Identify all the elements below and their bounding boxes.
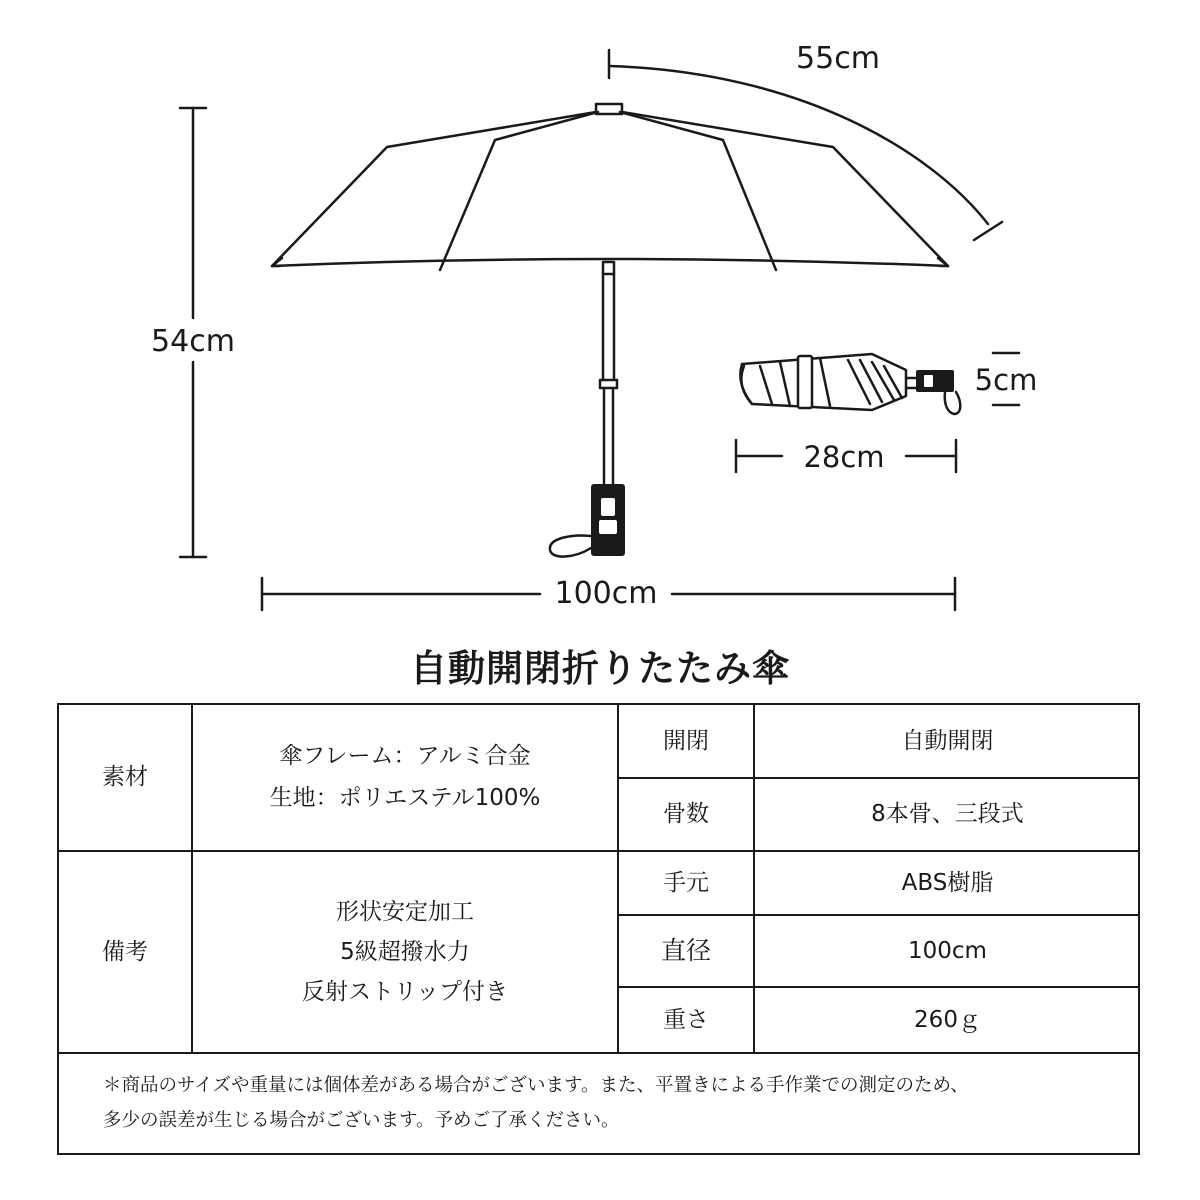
spec-material-fabric: 生地：ポリエステル100% xyxy=(269,784,541,811)
disclaimer-line: ＊商品のサイズや重量には個体差がある場合がございます。また、平置きによる手作業での測定のため、 xyxy=(103,1075,969,1096)
product-title: 自動開閉折りたたみ傘 xyxy=(410,647,790,690)
spec-remark-item: 5級超撥水力 xyxy=(340,938,470,965)
spec-handle-label: 手元 xyxy=(663,869,709,896)
folded-length-label: 28cm xyxy=(803,440,885,474)
umbrella-shaft xyxy=(600,262,617,484)
spec-remarks-label: 備考 xyxy=(102,938,148,965)
folded-umbrella xyxy=(740,354,960,414)
disclaimer-line: 多少の誤差が生じる場合がございます。予めご了承ください。 xyxy=(103,1110,620,1131)
height-label: 54cm xyxy=(151,324,235,359)
spec-ribs-label: 骨数 xyxy=(663,801,709,828)
spec-weight-value: 260ｇ xyxy=(914,1006,981,1033)
spec-material-frame: 傘フレーム：アルミ合金 xyxy=(279,743,531,770)
spec-remarks-value xyxy=(193,852,617,1052)
spec-opening-value: 自動開閉 xyxy=(901,727,994,754)
table-divider xyxy=(59,1052,1140,1054)
spec-diameter-label: 直径 xyxy=(660,936,711,966)
spec-material-label: 素材 xyxy=(102,764,148,791)
spec-weight-label: 重さ xyxy=(663,1006,709,1033)
spec-handle-value: ABS樹脂 xyxy=(901,869,994,896)
spec-remark-item: 反射ストリップ付き xyxy=(301,979,509,1006)
open-diameter-label: 100cm xyxy=(554,576,658,611)
measurement-disclaimer xyxy=(103,1068,1123,1138)
folded-diameter-label: 5cm xyxy=(974,363,1038,397)
open-umbrella-canopy xyxy=(272,104,948,270)
spec-remark-item: 形状安定加工 xyxy=(336,898,474,925)
spec-opening-label: 開閉 xyxy=(663,727,709,754)
spec-diameter-value: 100cm xyxy=(908,937,987,964)
spec-ribs-value: 8本骨、三段式 xyxy=(871,801,1024,828)
canopy-arc-label: 55cm xyxy=(796,41,880,76)
umbrella-handle xyxy=(550,484,625,557)
canopy-arc-dimension-line xyxy=(609,50,1002,240)
spec-material-value xyxy=(193,705,617,850)
